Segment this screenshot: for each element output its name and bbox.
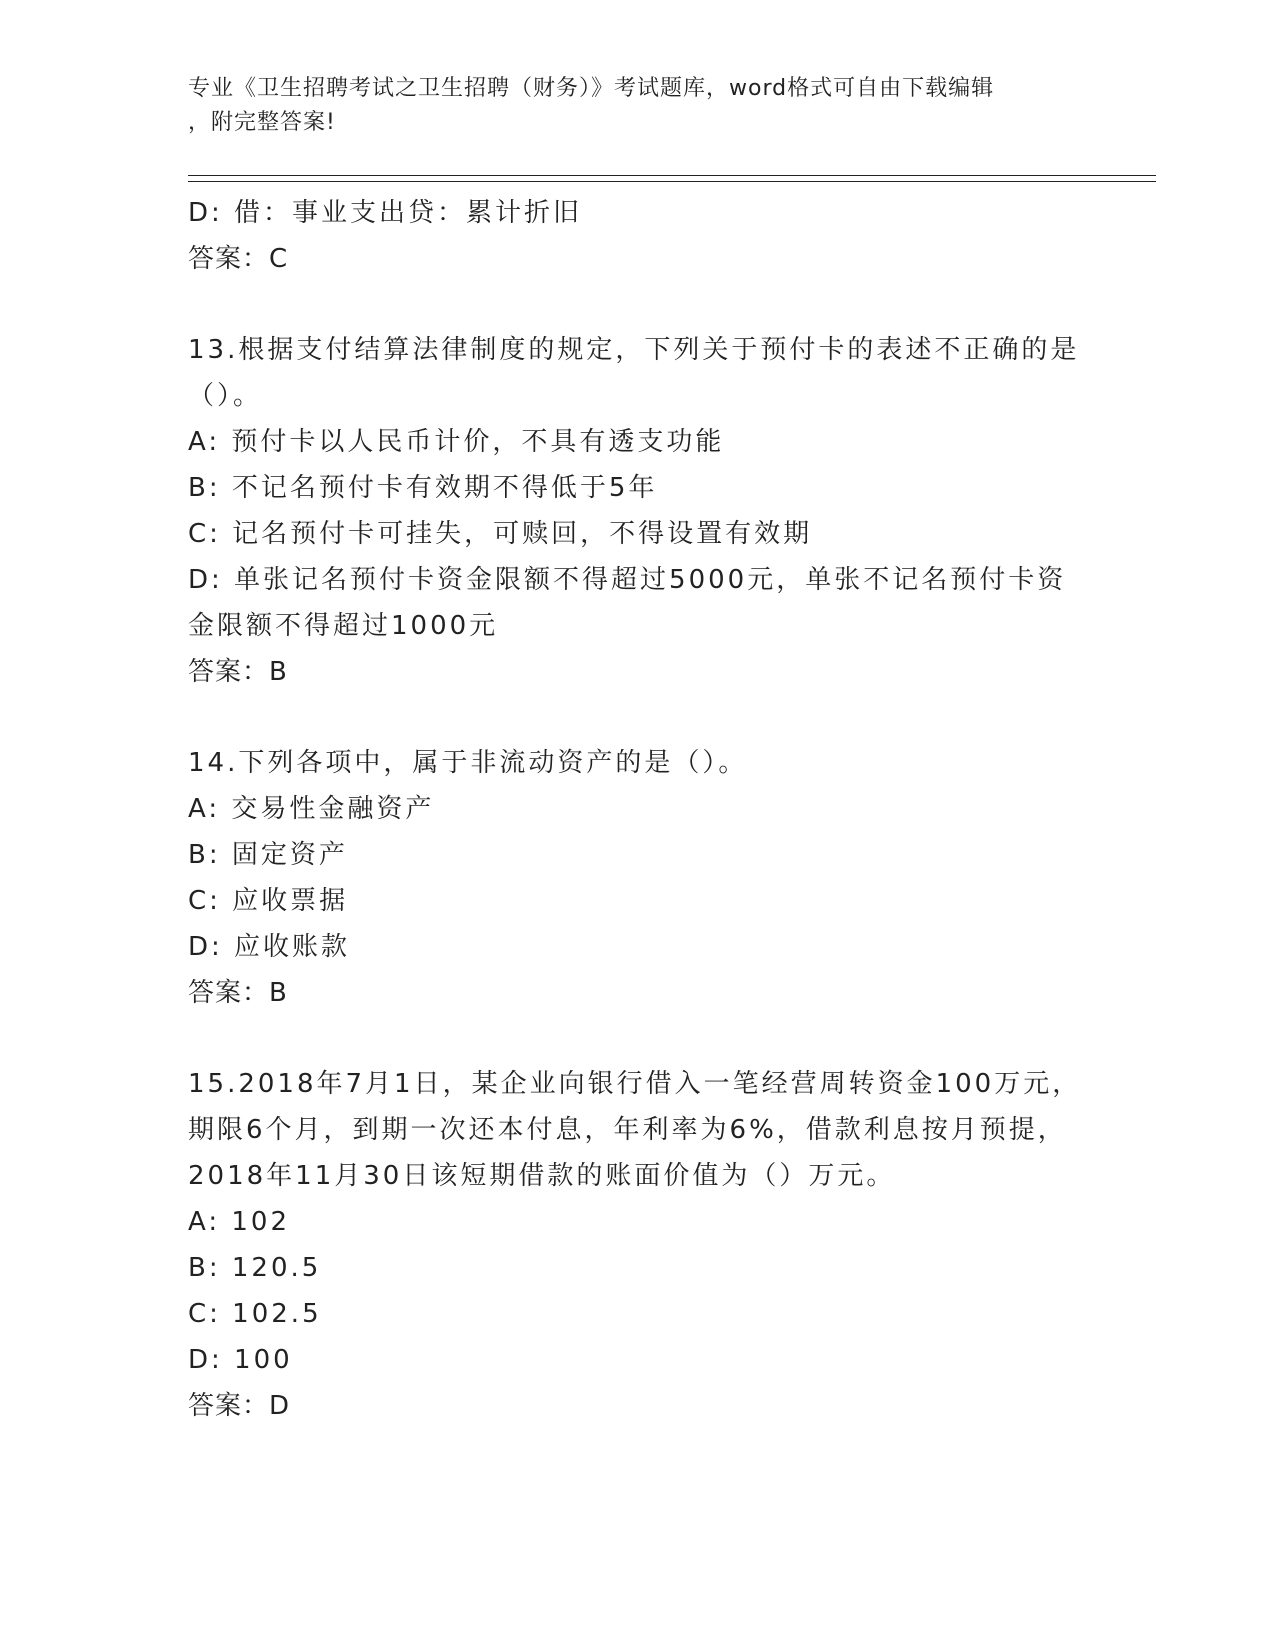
option-c: C: 应收票据 [188, 886, 349, 916]
question-13 [188, 327, 1088, 695]
option-c: C: 记名预付卡可挂失，可赎回，不得设置有效期 [188, 519, 813, 549]
question-stem: 14.下列各项中，属于非流动资产的是（）。 [188, 748, 748, 778]
option-a: A: 102 [188, 1207, 290, 1237]
answer-line: 答案：D [188, 1391, 291, 1421]
previous-question-tail [188, 190, 1088, 282]
option-d: D: 借：事业支出贷：累计折旧 [188, 198, 583, 228]
header-divider [188, 175, 1156, 182]
document-header [188, 72, 1088, 140]
option-d: D: 100 [188, 1345, 293, 1375]
question-stem-continuation: 2018年11月30日该短期借款的账面价值为（）万元。 [188, 1161, 896, 1191]
option-b: B: 不记名预付卡有效期不得低于5年 [188, 473, 658, 503]
answer-line: 答案：B [188, 978, 288, 1008]
question-15 [188, 1061, 1088, 1429]
question-stem-continuation: （）。 [188, 381, 263, 411]
header-title-continuation: ，附完整答案! [188, 110, 336, 135]
question-14 [188, 740, 1088, 1016]
option-b: B: 120.5 [188, 1253, 322, 1283]
question-content [188, 190, 1088, 1429]
question-stem: 13.根据支付结算法律制度的规定，下列关于预付卡的表述不正确的是 [188, 335, 1080, 365]
option-d: D: 单张记名预付卡资金限额不得超过5000元，单张不记名预付卡资 [188, 565, 1067, 595]
option-d: D: 应收账款 [188, 932, 351, 962]
option-a: A: 交易性金融资产 [188, 794, 435, 824]
option-b: B: 固定资产 [188, 840, 348, 870]
option-d-continuation: 金限额不得超过1000元 [188, 611, 499, 641]
question-stem: 15.2018年7月1日，某企业向银行借入一笔经营周转资金100万元， [188, 1069, 1082, 1099]
answer-line: 答案：C [188, 244, 289, 274]
header-title-line: 专业《卫生招聘考试之卫生招聘（财务）》考试题库，word格式可自由下载编辑 [188, 76, 995, 101]
question-stem-continuation: 期限6个月，到期一次还本付息，年利率为6%，借款利息按月预提， [188, 1115, 1067, 1145]
answer-line: 答案：B [188, 657, 288, 687]
option-c: C: 102.5 [188, 1299, 322, 1329]
option-a: A: 预付卡以人民币计价，不具有透支功能 [188, 427, 725, 457]
